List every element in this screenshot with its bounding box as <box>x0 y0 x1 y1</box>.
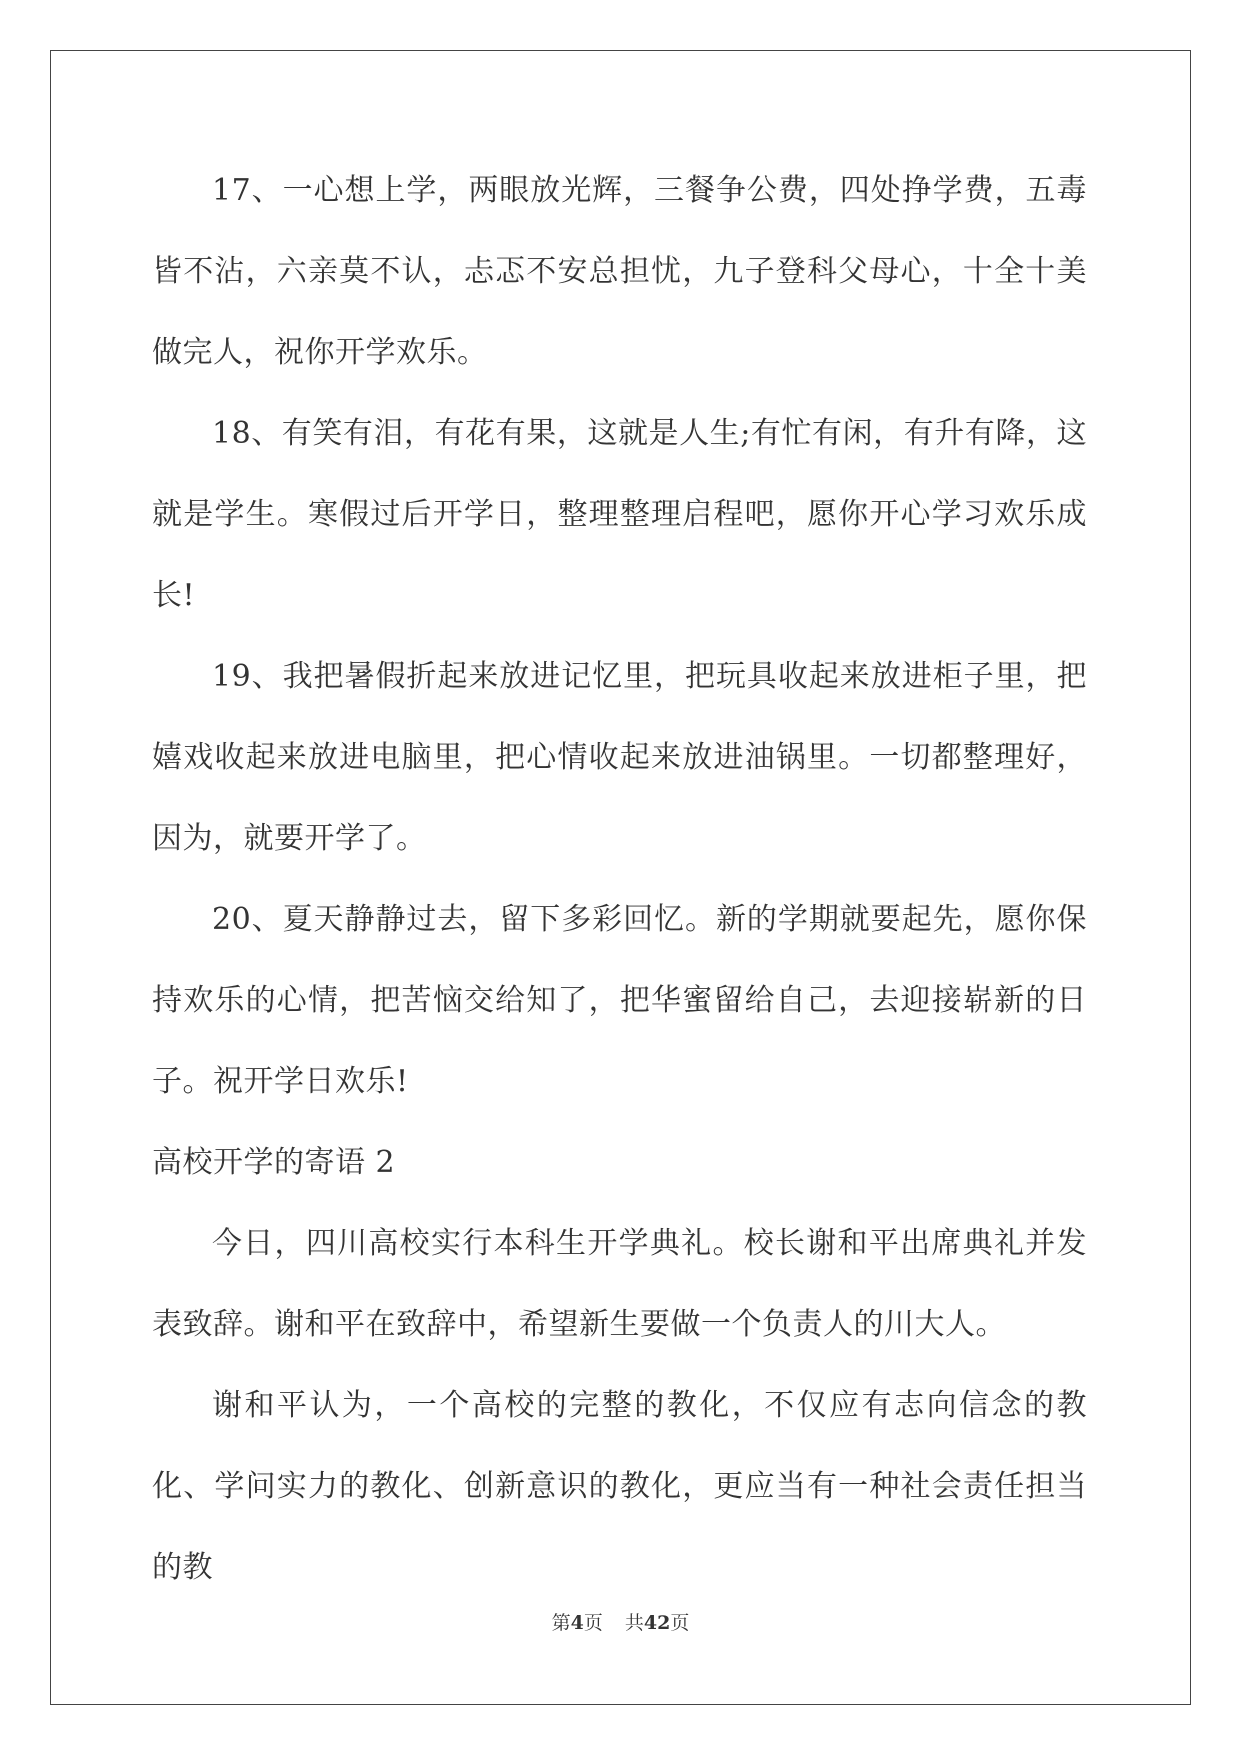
total-prefix: 共 <box>624 1612 644 1634</box>
paragraph-education: 谢和平认为，一个高校的完整的教化，不仅应有志向信念的教化、学问实力的教化、创新意识的教化，更应当有一种社会责任担当的教 <box>152 1388 1087 1585</box>
page-prefix: 第 <box>551 1612 571 1634</box>
total-pages: 42 <box>643 1612 671 1634</box>
document-body <box>152 150 1087 1608</box>
paragraph-18: 18、有笑有泪，有花有果，这就是人生;有忙有闲，有升有降，这就是学生。寒假过后开学日，整理整理启程吧，愿你开心学习欢乐成长! <box>152 416 1087 613</box>
paragraph-19: 19、我把暑假折起来放进记忆里，把玩具收起来放进柜子里，把嬉戏收起来放进电脑里，把心情收起来放进油锅里。一切都整理好，因为，就要开学了。 <box>152 659 1087 856</box>
page-footer <box>0 1608 1241 1635</box>
section-heading: 高校开学的寄语 2 <box>152 1145 396 1180</box>
total-suffix: 页 <box>670 1612 690 1634</box>
paragraph-ceremony: 今日，四川高校实行本科生开学典礼。校长谢和平出席典礼并发表致辞。谢和平在致辞中，希望新生要做一个负责人的川大人。 <box>152 1226 1087 1342</box>
paragraph-20: 20、夏天静静过去，留下多彩回忆。新的学期就要起先，愿你保持欢乐的心情，把苦恼交给知了，把华蜜留给自己，去迎接崭新的日子。祝开学日欢乐! <box>152 902 1087 1099</box>
page-suffix: 页 <box>583 1612 603 1634</box>
page-number: 4 <box>570 1612 584 1634</box>
paragraph-17: 17、一心想上学，两眼放光辉，三餐争公费，四处挣学费，五毒皆不沾，六亲莫不认，忐忑不安总担忧，九子登科父母心，十全十美做完人，祝你开学欢乐。 <box>152 173 1087 370</box>
